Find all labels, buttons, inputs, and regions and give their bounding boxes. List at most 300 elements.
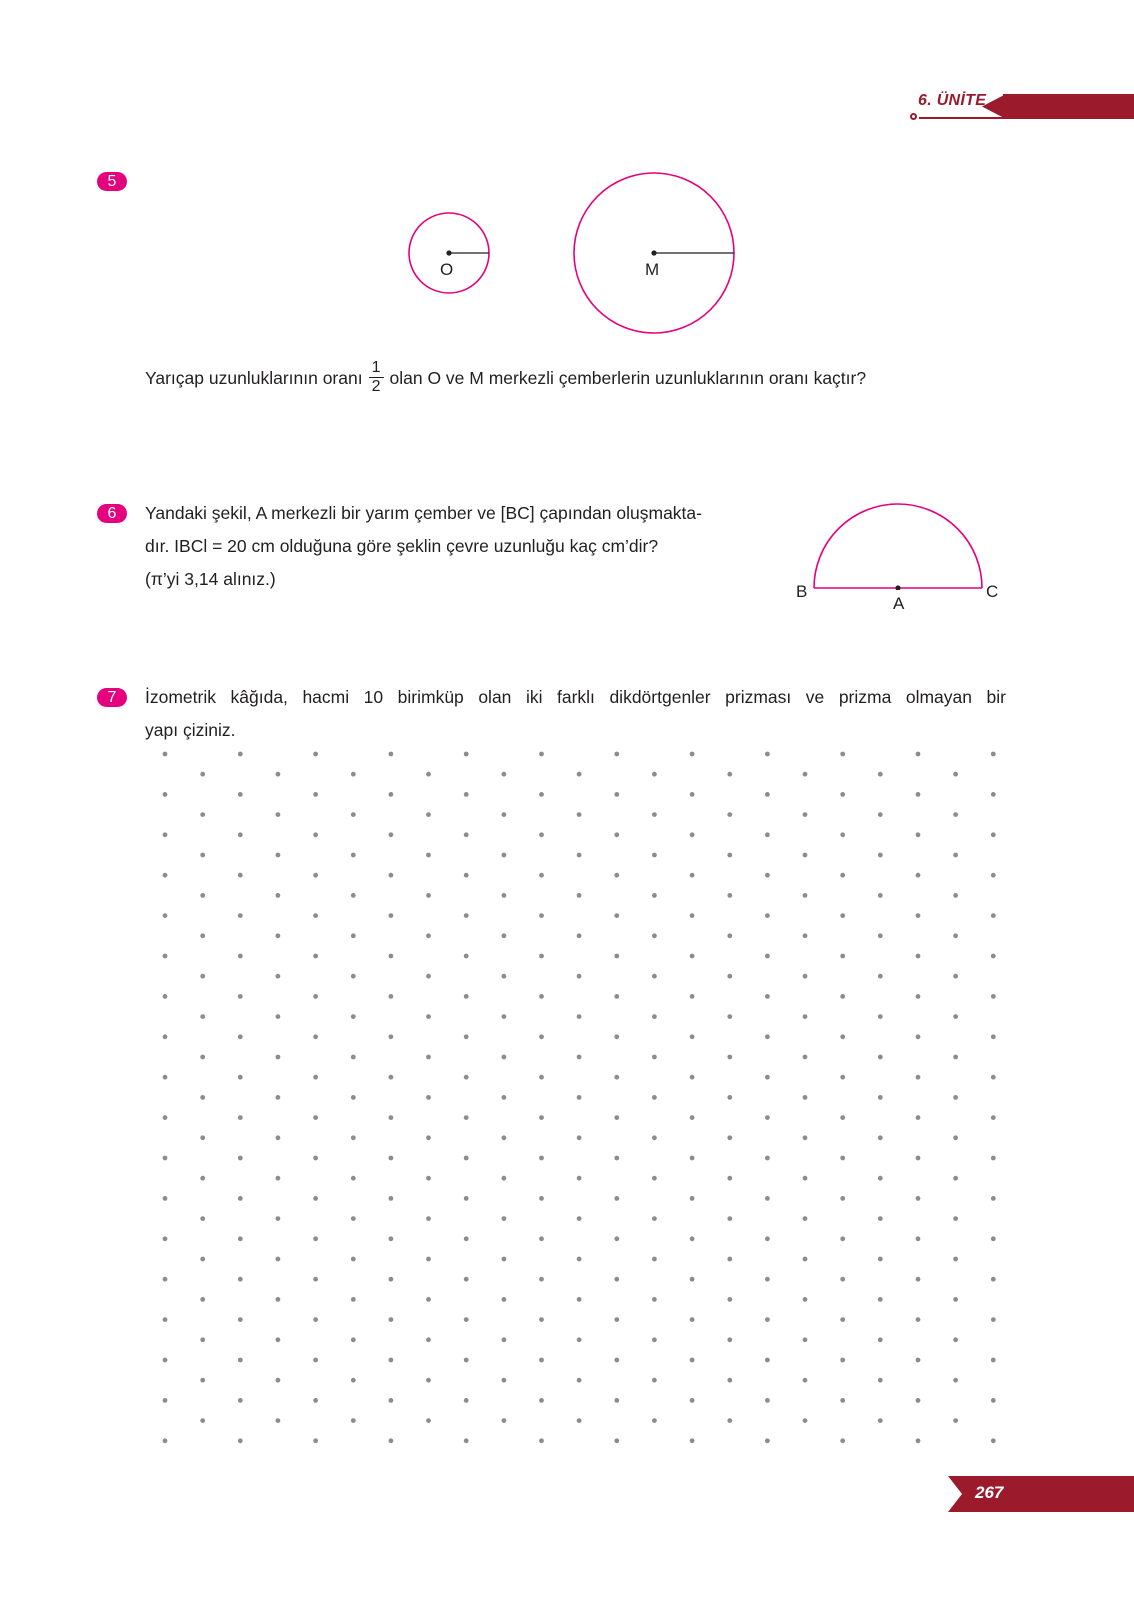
grid-dot (238, 1277, 243, 1282)
grid-dot (803, 893, 808, 898)
grid-dot (765, 913, 770, 918)
grid-dot (840, 1034, 845, 1039)
grid-dot (614, 1398, 619, 1403)
grid-dot (803, 933, 808, 938)
grid-dot (727, 772, 732, 777)
grid-dot (313, 1236, 318, 1241)
grid-dot (840, 792, 845, 797)
grid-dot (953, 1176, 958, 1181)
grid-dot (614, 792, 619, 797)
grid-dot (276, 1055, 281, 1060)
grid-dot (953, 1014, 958, 1019)
grid-dot (502, 1257, 507, 1262)
grid-dot (163, 1075, 168, 1080)
grid-dot (991, 1156, 996, 1161)
grid-dot (200, 1055, 205, 1060)
grid-dot (953, 1297, 958, 1302)
grid-dot (991, 1196, 996, 1201)
grid-dot (313, 913, 318, 918)
grid-dot (916, 1438, 921, 1443)
grid-dot (539, 1317, 544, 1322)
grid-dot (200, 1337, 205, 1342)
grid-dot (163, 832, 168, 837)
grid-dot (313, 832, 318, 837)
q7-line-2: yapı çiziniz. (145, 720, 236, 740)
grid-dot (351, 974, 356, 979)
grid-dot (313, 1115, 318, 1120)
grid-dot (426, 1337, 431, 1342)
grid-dot (276, 853, 281, 858)
grid-dot (916, 832, 921, 837)
grid-dot (389, 1236, 394, 1241)
grid-dot (539, 1236, 544, 1241)
grid-dot (652, 1176, 657, 1181)
grid-dot (426, 1176, 431, 1181)
grid-dot (765, 792, 770, 797)
grid-dot (953, 1135, 958, 1140)
grid-dot (389, 994, 394, 999)
grid-dot (351, 1418, 356, 1423)
grid-dot (991, 1075, 996, 1080)
grid-dot (464, 1438, 469, 1443)
grid-dot (276, 772, 281, 777)
grid-dot (991, 1358, 996, 1363)
grid-dot (389, 1398, 394, 1403)
grid-dot (276, 1216, 281, 1221)
grid-dot (991, 1317, 996, 1322)
grid-dot (916, 1358, 921, 1363)
grid-dot (351, 1337, 356, 1342)
grid-dot (652, 853, 657, 858)
grid-dot (238, 954, 243, 959)
grid-dot (502, 893, 507, 898)
grid-dot (426, 1257, 431, 1262)
grid-dot (238, 1317, 243, 1322)
grid-dot (765, 1317, 770, 1322)
grid-dot (426, 893, 431, 898)
grid-dot (765, 1277, 770, 1282)
grid-dot (426, 1378, 431, 1383)
grid-dot (163, 1115, 168, 1120)
grid-dot (840, 873, 845, 878)
grid-dot (389, 832, 394, 837)
grid-dot (464, 832, 469, 837)
grid-dot (803, 1257, 808, 1262)
grid-dot (765, 1156, 770, 1161)
grid-dot (727, 1297, 732, 1302)
grid-dot (313, 1034, 318, 1039)
grid-dot (727, 853, 732, 858)
grid-dot (878, 974, 883, 979)
grid-dot (878, 1297, 883, 1302)
grid-dot (765, 1398, 770, 1403)
grid-dot (351, 1135, 356, 1140)
grid-dot (577, 1216, 582, 1221)
grid-dot (238, 994, 243, 999)
grid-dot (351, 1176, 356, 1181)
grid-dot (614, 954, 619, 959)
grid-dot (200, 1176, 205, 1181)
grid-dot (389, 792, 394, 797)
grid-dot (539, 1115, 544, 1120)
grid-dot (577, 1257, 582, 1262)
grid-dot (313, 1398, 318, 1403)
grid-dot (690, 1317, 695, 1322)
grid-dot (803, 812, 808, 817)
grid-dot (313, 792, 318, 797)
grid-dot (276, 1297, 281, 1302)
grid-dot (313, 873, 318, 878)
grid-dot (690, 1398, 695, 1403)
grid-dot (426, 1418, 431, 1423)
grid-dot (803, 1297, 808, 1302)
grid-dot (991, 1034, 996, 1039)
grid-dot (690, 954, 695, 959)
grid-dot (803, 1095, 808, 1100)
grid-dot (652, 812, 657, 817)
grid-dot (426, 812, 431, 817)
grid-dot (426, 1297, 431, 1302)
grid-dot (840, 913, 845, 918)
grid-dot (577, 1297, 582, 1302)
grid-dot (953, 1055, 958, 1060)
grid-dot (614, 752, 619, 757)
grid-dot (991, 954, 996, 959)
grid-dot (464, 954, 469, 959)
grid-dot (200, 893, 205, 898)
grid-dot (765, 752, 770, 757)
q5-text-after: olan O ve M merkezli çemberlerin uzunluklarının oranı kaçtır? (389, 368, 867, 389)
grid-dot (803, 1014, 808, 1019)
label-b: B (796, 582, 808, 601)
grid-dot (200, 1135, 205, 1140)
grid-dot (502, 1055, 507, 1060)
grid-dot (652, 1055, 657, 1060)
grid-dot (351, 1095, 356, 1100)
grid-dot (313, 954, 318, 959)
grid-dot (313, 1358, 318, 1363)
grid-dot (163, 913, 168, 918)
grid-dot (878, 772, 883, 777)
grid-dot (276, 933, 281, 938)
grid-dot (464, 752, 469, 757)
grid-dot (916, 873, 921, 878)
grid-dot (878, 1176, 883, 1181)
grid-dot (313, 1075, 318, 1080)
label-m: M (645, 260, 660, 279)
grid-dot (464, 1115, 469, 1120)
grid-dot (163, 1236, 168, 1241)
grid-dot (840, 1236, 845, 1241)
grid-dot (539, 1358, 544, 1363)
grid-dot (426, 1055, 431, 1060)
grid-dot (991, 1438, 996, 1443)
grid-dot (953, 1378, 958, 1383)
grid-dot (426, 933, 431, 938)
grid-dot (614, 1034, 619, 1039)
grid-dot (577, 1014, 582, 1019)
grid-dot (953, 772, 958, 777)
grid-dot (200, 1095, 205, 1100)
grid-dot (351, 933, 356, 938)
grid-dot (991, 873, 996, 878)
grid-dot (614, 1277, 619, 1282)
grid-dot (502, 1095, 507, 1100)
grid-dot (464, 1277, 469, 1282)
grid-dot (464, 913, 469, 918)
grid-dot (916, 1277, 921, 1282)
grid-dot (539, 1438, 544, 1443)
grid-dot (502, 772, 507, 777)
grid-dot (727, 1055, 732, 1060)
grid-dot (464, 1156, 469, 1161)
grid-dot (652, 893, 657, 898)
grid-dot (464, 792, 469, 797)
grid-dot (840, 1156, 845, 1161)
grid-dot (916, 954, 921, 959)
grid-dot (916, 1115, 921, 1120)
grid-dot (916, 1196, 921, 1201)
grid-dot (652, 1135, 657, 1140)
grid-dot (991, 1398, 996, 1403)
grid-dot (652, 1014, 657, 1019)
grid-dot (163, 792, 168, 797)
q6-line-2: dır. IBCl = 20 cm olduğuna göre şeklin çevre uzunluğu kaç cm’dir? (145, 536, 659, 556)
grid-dot (690, 1236, 695, 1241)
grid-dot (389, 1034, 394, 1039)
grid-dot (840, 1438, 845, 1443)
grid-dot (727, 1337, 732, 1342)
grid-dot (389, 1277, 394, 1282)
grid-dot (464, 1317, 469, 1322)
grid-dot (577, 1176, 582, 1181)
grid-dot (389, 1358, 394, 1363)
grid-dot (765, 1358, 770, 1363)
grid-dot (238, 1358, 243, 1363)
grid-dot (351, 893, 356, 898)
grid-dot (502, 933, 507, 938)
fraction-denominator: 2 (371, 378, 381, 395)
grid-dot (163, 1034, 168, 1039)
grid-dot (953, 974, 958, 979)
grid-dot (426, 1135, 431, 1140)
grid-dot (916, 752, 921, 757)
grid-dot (803, 1378, 808, 1383)
grid-dot (690, 1156, 695, 1161)
grid-dot (765, 1075, 770, 1080)
grid-dot (690, 1438, 695, 1443)
grid-dot (614, 1358, 619, 1363)
grid-dot (840, 994, 845, 999)
grid-dot (803, 853, 808, 858)
grid-dot (577, 1337, 582, 1342)
grid-dot (389, 1075, 394, 1080)
grid-dot (803, 1055, 808, 1060)
grid-dot (803, 1135, 808, 1140)
grid-dot (351, 1014, 356, 1019)
question-number-7: 7 (97, 688, 127, 707)
grid-dot (464, 873, 469, 878)
grid-dot (238, 792, 243, 797)
grid-dot (652, 772, 657, 777)
grid-dot (238, 1236, 243, 1241)
grid-dot (238, 873, 243, 878)
grid-dot (803, 1216, 808, 1221)
grid-dot (690, 1277, 695, 1282)
grid-dot (614, 1438, 619, 1443)
grid-dot (765, 873, 770, 878)
q7-line-1: İzometrik kâğıda, hacmi 10 birimküp olan iki farklı dikdörtgenler prizması ve prizma olmayan bir (145, 687, 1006, 707)
grid-dot (577, 1135, 582, 1140)
grid-dot (840, 1317, 845, 1322)
grid-dot (652, 974, 657, 979)
grid-dot (916, 1317, 921, 1322)
label-c: C (986, 582, 999, 601)
q6-line-3: (π’yi 3,14 alınız.) (145, 569, 276, 589)
grid-dot (614, 1075, 619, 1080)
grid-dot (614, 873, 619, 878)
grid-dot (690, 873, 695, 878)
grid-dot (200, 812, 205, 817)
grid-dot (464, 1358, 469, 1363)
grid-dot (426, 1095, 431, 1100)
grid-dot (878, 853, 883, 858)
grid-dot (991, 752, 996, 757)
grid-dot (803, 1176, 808, 1181)
grid-dot (389, 752, 394, 757)
grid-dot (539, 832, 544, 837)
grid-dot (953, 812, 958, 817)
grid-dot (614, 994, 619, 999)
grid-dot (163, 1156, 168, 1161)
grid-dot (351, 812, 356, 817)
unit-title: 6. ÜNİTE (918, 92, 987, 109)
grid-dot (690, 1358, 695, 1363)
grid-dot (276, 1257, 281, 1262)
grid-dot (840, 832, 845, 837)
grid-dot (389, 1156, 394, 1161)
grid-dot (652, 1216, 657, 1221)
grid-dot (991, 832, 996, 837)
grid-dot (539, 1398, 544, 1403)
grid-dot (200, 772, 205, 777)
grid-dot (690, 1115, 695, 1120)
grid-dot (840, 1277, 845, 1282)
grid-dot (690, 994, 695, 999)
grid-dot (690, 792, 695, 797)
grid-dot (878, 1257, 883, 1262)
grid-dot (539, 873, 544, 878)
fraction-numerator: 1 (369, 359, 384, 378)
grid-dot (765, 954, 770, 959)
grid-dot (803, 1337, 808, 1342)
grid-dot (577, 1378, 582, 1383)
grid-dot (614, 832, 619, 837)
grid-dot (464, 1075, 469, 1080)
grid-dot (539, 913, 544, 918)
grid-dot (200, 974, 205, 979)
grid-dot (765, 832, 770, 837)
grid-dot (765, 994, 770, 999)
grid-dot (426, 1216, 431, 1221)
page-number: 267 (975, 1483, 1004, 1502)
grid-dot (502, 1418, 507, 1423)
grid-dot (916, 1398, 921, 1403)
grid-dot (991, 1115, 996, 1120)
grid-dot (577, 853, 582, 858)
grid-dot (313, 752, 318, 757)
grid-dot (389, 1115, 394, 1120)
grid-dot (953, 1216, 958, 1221)
grid-dot (502, 1337, 507, 1342)
grid-dot (276, 893, 281, 898)
label-o: O (440, 260, 454, 279)
grid-dot (991, 1277, 996, 1282)
grid-dot (276, 1418, 281, 1423)
grid-dot (727, 893, 732, 898)
grid-dot (238, 1196, 243, 1201)
grid-dot (577, 893, 582, 898)
grid-dot (163, 1398, 168, 1403)
grid-dot (539, 1075, 544, 1080)
grid-dot (200, 933, 205, 938)
grid-dot (878, 893, 883, 898)
grid-dot (953, 933, 958, 938)
grid-dot (652, 1257, 657, 1262)
grid-dot (878, 933, 883, 938)
grid-dot (840, 752, 845, 757)
grid-dot (878, 812, 883, 817)
grid-dot (163, 1277, 168, 1282)
grid-dot (539, 1196, 544, 1201)
grid-dot (652, 1378, 657, 1383)
grid-dot (727, 1418, 732, 1423)
grid-dot (878, 1378, 883, 1383)
grid-dot (690, 913, 695, 918)
grid-dot (727, 1014, 732, 1019)
grid-dot (502, 1216, 507, 1221)
grid-dot (238, 752, 243, 757)
grid-dot (351, 1257, 356, 1262)
grid-dot (389, 954, 394, 959)
grid-dot (313, 1317, 318, 1322)
grid-dot (840, 1398, 845, 1403)
grid-dot (276, 1135, 281, 1140)
grid-dot (389, 1196, 394, 1201)
grid-dot (539, 752, 544, 757)
grid-dot (765, 1196, 770, 1201)
question-number-6: 6 (97, 504, 127, 523)
grid-dot (276, 1176, 281, 1181)
grid-dot (953, 1418, 958, 1423)
grid-dot (690, 1034, 695, 1039)
grid-dot (652, 1095, 657, 1100)
grid-dot (953, 893, 958, 898)
grid-dot (502, 812, 507, 817)
grid-dot (765, 1115, 770, 1120)
grid-dot (803, 1418, 808, 1423)
grid-dot (502, 853, 507, 858)
grid-dot (464, 994, 469, 999)
grid-dot (727, 812, 732, 817)
grid-dot (313, 1156, 318, 1161)
grid-dot (163, 1438, 168, 1443)
grid-dot (577, 812, 582, 817)
grid-dot (577, 772, 582, 777)
grid-dot (389, 1438, 394, 1443)
grid-dot (313, 994, 318, 999)
grid-dot (502, 1014, 507, 1019)
